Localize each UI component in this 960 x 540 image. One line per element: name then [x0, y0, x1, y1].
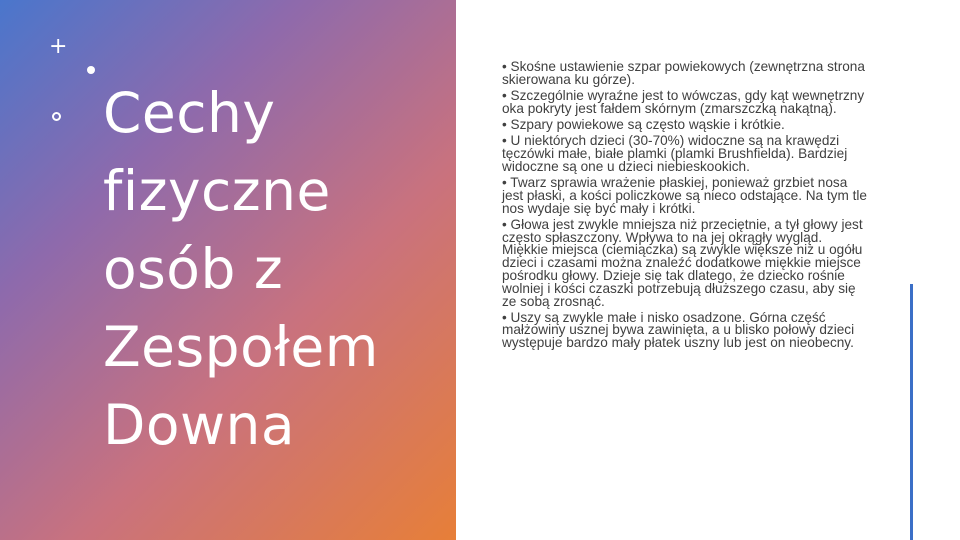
- bullet-item: • Szczególnie wyraźne jest to wówczas, gdy kąt wewnętrzny oka pokryty jest fałdem skórnym (zmarszczką nakątną).: [502, 87, 865, 116]
- bullet-list: [502, 61, 868, 353]
- title-line: fizyczne: [103, 159, 331, 223]
- bullet-item: • Twarz sprawia wrażenie płaskiej, ponieważ grzbiet nosa jest płaski, a kości policzkowe są nieco odstające. Na tym tle nos wydaje się być mały i krótki.: [502, 174, 867, 216]
- ring-icon: [52, 112, 61, 121]
- plus-icon: +: [49, 34, 68, 59]
- bullet-item: • U niektórych dzieci (30-70%) widoczne są na krawędzi tęczówki małe, białe plamki (plamki Brushfielda). Bardziej widoczne są one u dzieci niebieskookich.: [502, 133, 848, 174]
- bullet-item: • Skośne ustawienie szpar powiekowych (zewnętrzna strona skierowana ku górze).: [502, 59, 865, 87]
- slide-title: [103, 74, 443, 464]
- title-line: osób z: [103, 237, 284, 301]
- title-line: Downa: [103, 393, 296, 457]
- title-line: Cechy: [103, 81, 276, 145]
- accent-line: [910, 284, 913, 540]
- bullet-item: • Szpary powiekowe są często wąskie i krótkie.: [502, 116, 785, 132]
- bullet-item: • Głowa jest zwykle mniejsza niż przeciętnie, a tył głowy jest często spłaszczony. Wpływa to na jej okrągły wygląd. Miękkie miejsca (ciemiączka) są zwykle większe niż u ogółu dzieci i czasami można znaleźć dodatkowe miękkie miejsce pośrodku głowy. Dzieje się tak dlatego, że dziecko rośnie wolniej i kości czaszki potrzebują dłuższego czasu, aby się ze sobą zrosnąć.: [502, 216, 863, 309]
- dot-icon: [87, 66, 95, 74]
- title-line: Zespołem: [103, 315, 379, 379]
- title-panel: [0, 0, 456, 540]
- bullet-item: • Uszy są zwykle małe i nisko osadzone. Górna część małżowiny usznej bywa zawinięta, a u blisko połowy dzieci występuje bardzo mały płatek uszny lub jest on nieobecny.: [502, 309, 855, 351]
